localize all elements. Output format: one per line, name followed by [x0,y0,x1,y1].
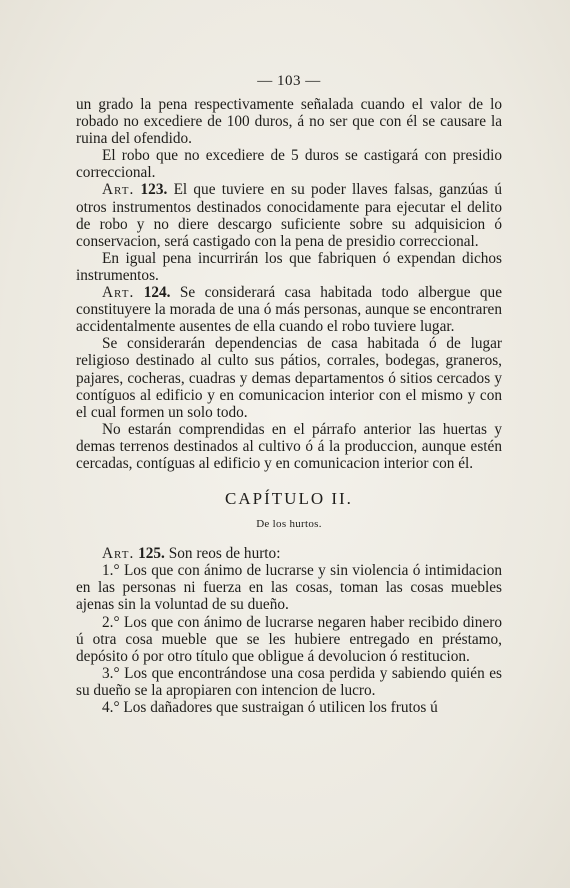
list-item-2: 2.° Los que con ánimo de lucrarse negaren haber recibido dinero ú otra cosa mueble que se les hubiere entregado en préstamo, depósito ó por otro título que obligue á devolucion ó restitucion. [76,613,502,665]
list-item-4: 4.° Los dañadores que sustraigan ó utilicen los frutos ú [102,699,438,716]
paragraph: No estarán comprendidas en el párrafo anterior las huertas y demas terrenos destinados al cultivo ó á la produccion, aunque estén cercadas, contíguas al edificio y en comunicacion interior con él. [76,420,502,472]
chapter-subtitle: De los hurtos. [256,518,322,531]
article-label: Art. [102,545,135,563]
page-text [76,66,502,716]
article-number: 123. [140,181,168,199]
article-number: 124. [143,284,171,302]
article-label: Art. [102,181,135,199]
paragraph-continuation: un grado la pena respectivamente señalada cuando el valor de lo robado no excediere de 100 duros, á no ser que con él se causare la ruina del ofendido. [76,96,502,148]
paragraph: El robo que no excediere de 5 duros se castigará con presidio correccional. [76,147,502,182]
article-124: Art. 124. Se considerará casa habitada todo albergue que constituyere la morada de una ó más personas, aunque se encontraren accidentalmente ausentes de ella cuando el robo tuviere lugar. [76,284,502,336]
article-125: Art. 125. Son reos de hurto: [102,545,281,563]
article-label: Art. [102,284,135,302]
article-123: Art. 123. El que tuviere en su poder llaves falsas, ganzúas ú otros instrumentos destinados conocidamente para ejecutar el delito de robo y no diere descargo suficiente sobre su adquisicion ó conservacion, será castigado con la pena de presidio correccional. [76,181,503,250]
list-item-3: 3.° Los que encontrándose una cosa perdida y sabiendo quién es su dueño se la apropiaren con intencion de lucro. [76,664,502,699]
page-number: — 103 — [257,73,321,89]
list-item-1: 1.° Los que con ánimo de lucrarse y sin violencia ó intimidacion en las personas ni fuerza en las cosas, toman las cosas muebles ajenas sin la voluntad de su dueño. [76,562,502,614]
chapter-title: CAPÍTULO II. [225,489,353,509]
paragraph: Se considerarán dependencias de casa habitada ó de lugar religioso destinado al culto sus pátios, corrales, bodegas, graneros, pajares, cocheras, cuadras y demas departamentos ó sitios cercados y contíguos al edificio y en comunicacion interior con el mismo y con el cual formen un solo todo. [76,335,502,421]
paragraph: En igual pena incurrirán los que fabriquen ó expendan dichos instrumentos. [76,249,502,284]
article-number: 125. [138,545,165,563]
